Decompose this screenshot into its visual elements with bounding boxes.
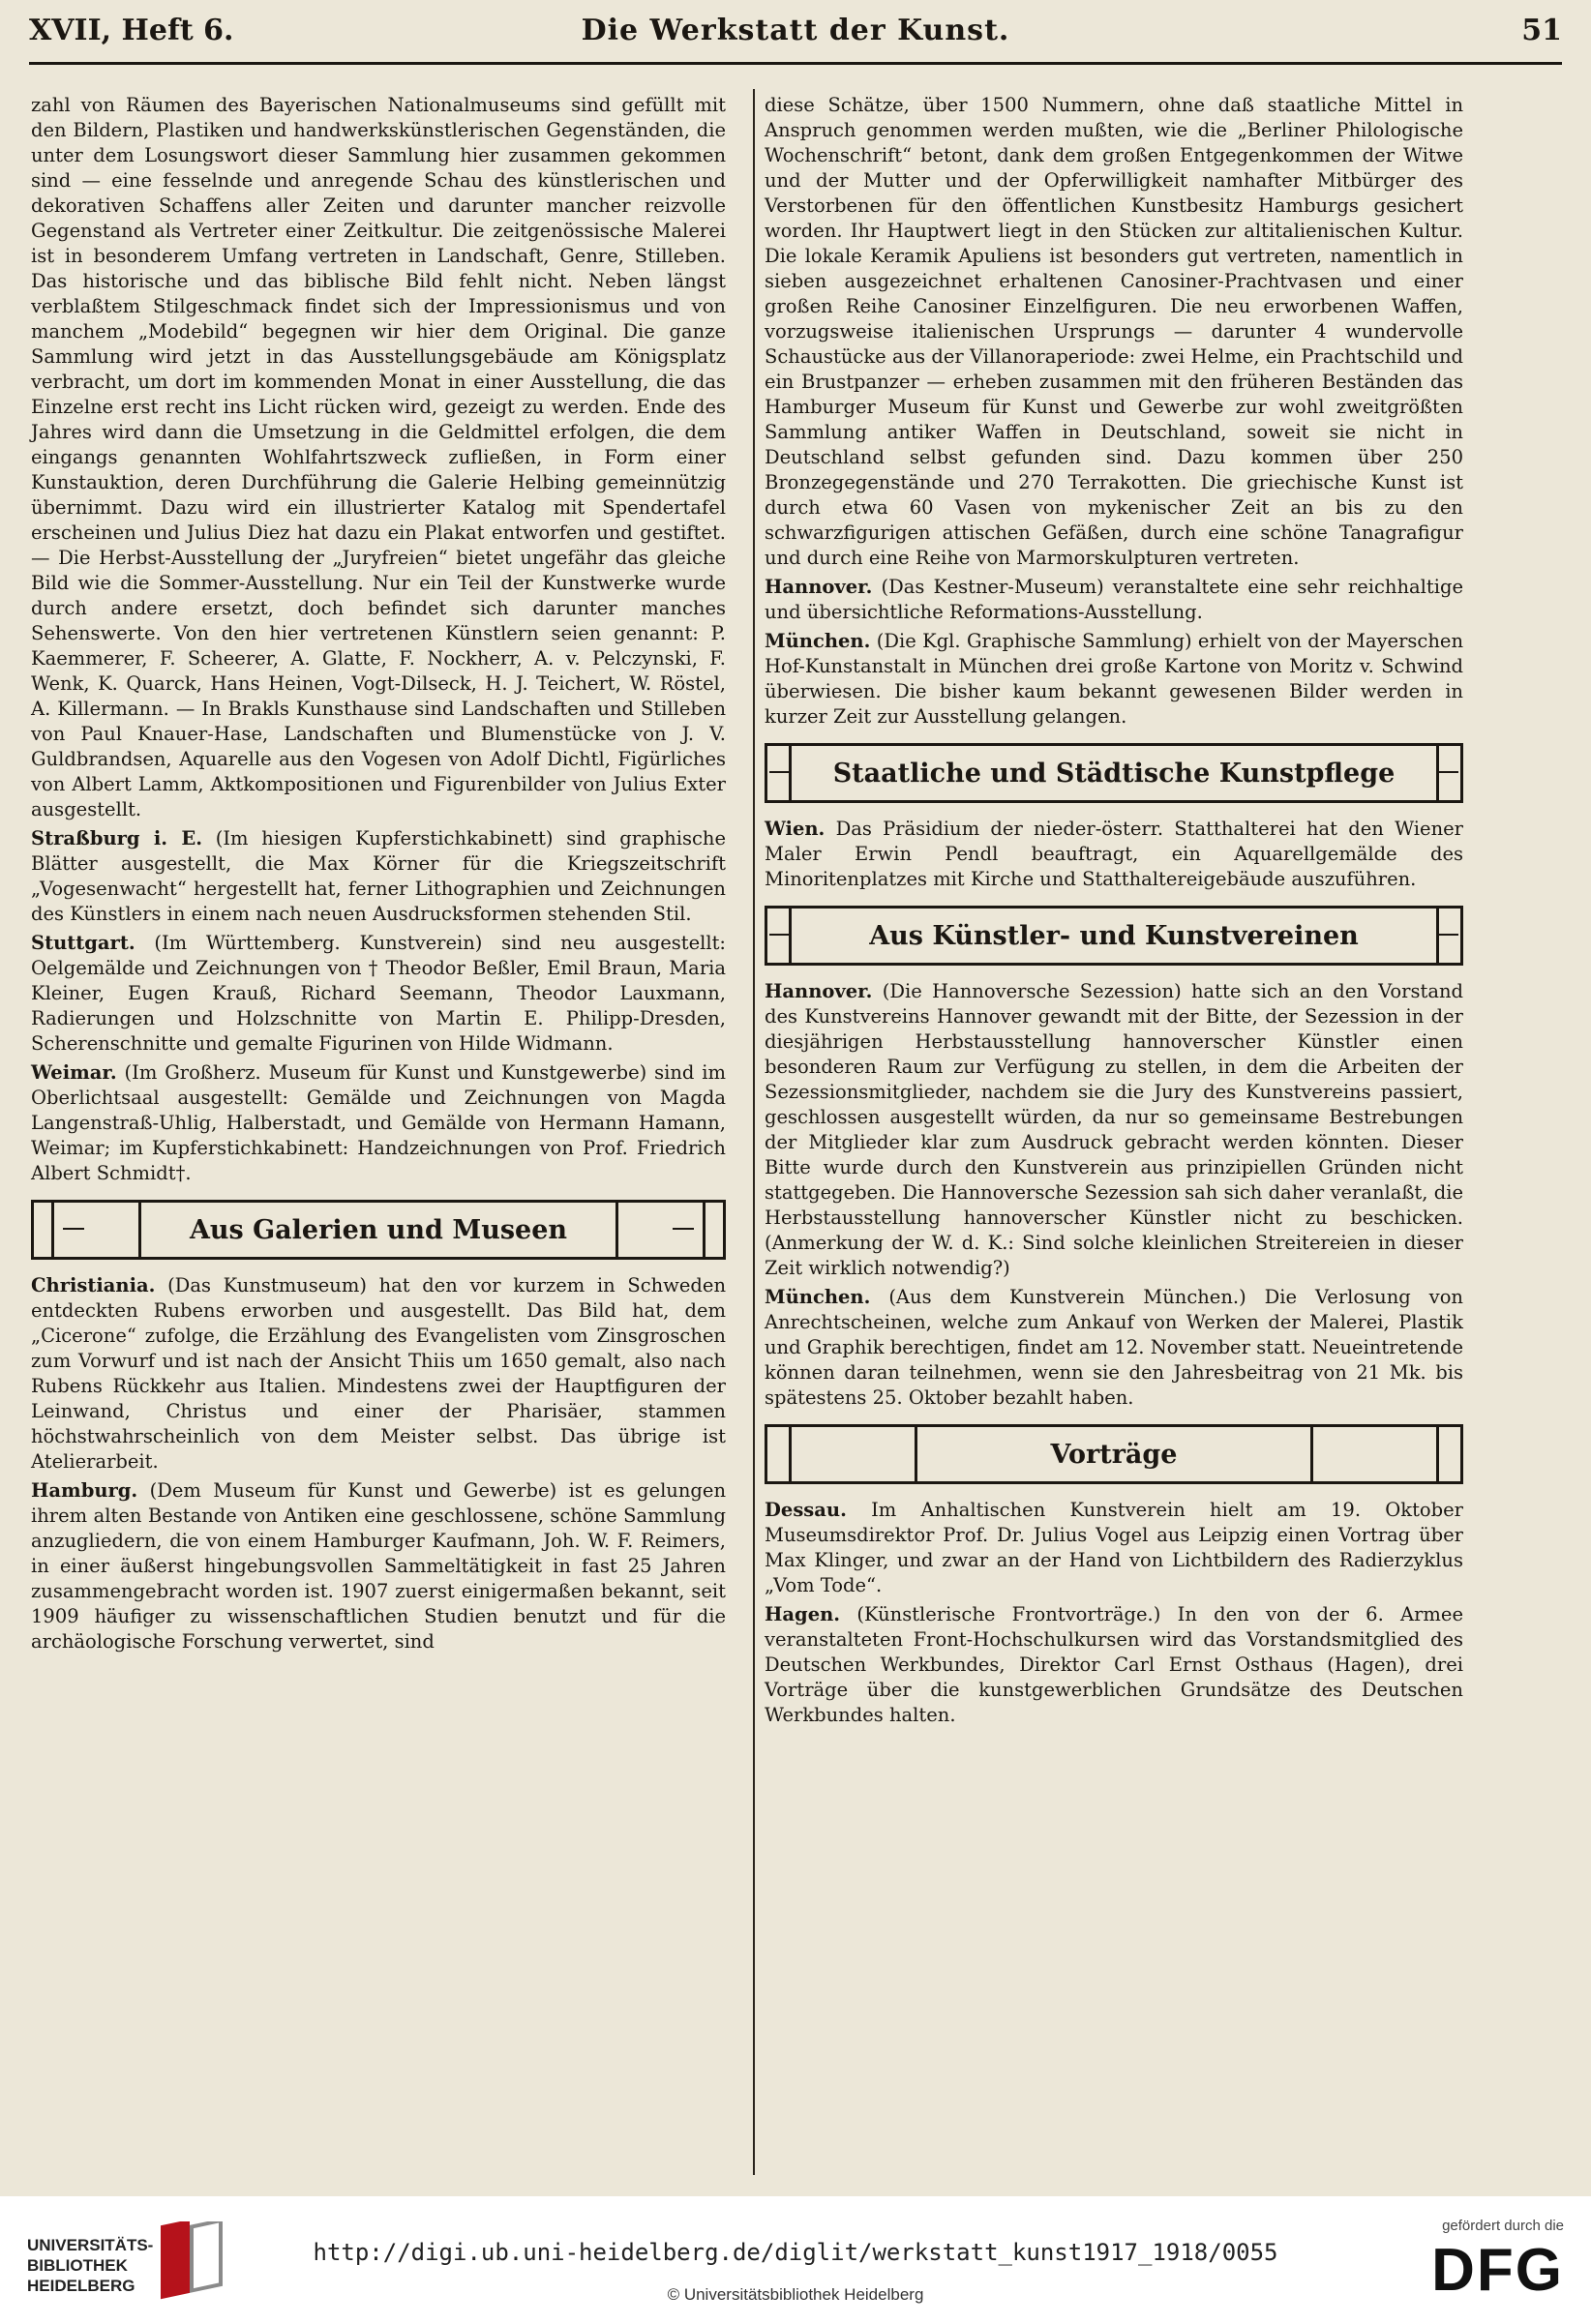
dfg-logo: DFG [1431, 2237, 1564, 2304]
journal-title: Die Werkstatt der Kunst. [581, 14, 1010, 47]
paragraph-text: Im Anhaltischen Kunstverein hielt am 19. Oktober Museumsdirektor Prof. Dr. Julius Vogel aus Leipzig einen Vortrag über Max Klinger, und zwar an der Hand von Lichtbildern des Radierzyklus „Vom Tode“. [765, 1499, 1463, 1596]
copyright-notice: © Universitätsbibliothek Heidelberg [667, 2285, 924, 2304]
section-heading-box [31, 1200, 726, 1260]
paragraph-text: (Dem Museum für Kunst und Gewerbe) ist es gelungen ihrem alten Bestande von Antiken eine geschlossene, schöne Sammlung anzugliedern, die von einem Hamburger Kaufmann, Joh. W. F. Reimers, in einer äußerst hingebungsvollen Sammeltätigkeit in fast 25 Jahren zusammengebracht worden ist. 1907 zuerst einigermaßen bekannt, seit 1909 häufiger zu wissenschaftlichen Studien benutzt und für die archäologische Forschung verwertet, sind [31, 1479, 727, 1653]
section-heading-box [765, 906, 1463, 966]
article-paragraph [765, 629, 1463, 730]
article-paragraph [31, 826, 726, 927]
article-paragraph [765, 1285, 1463, 1411]
article-paragraph [765, 1498, 1463, 1598]
paragraph-text: (Die Kgl. Graphische Sammlung) erhielt von der Mayerschen Hof-Kunstanstalt in München drei große Kartone von Moritz v. Schwind überwiesen. Die bisher kaum bekannt gewesenen Bilder werden in kurzer Zeit zur Ausstellung gelangen. [765, 630, 1464, 728]
place-heading: Stuttgart. [31, 932, 135, 954]
place-heading: Hamburg. [31, 1479, 138, 1502]
place-heading: Weimar. [31, 1061, 117, 1084]
place-heading: München. [765, 1286, 871, 1308]
place-heading: Straßburg i. E. [31, 827, 203, 849]
section-title: Vorträge [1050, 1439, 1178, 1470]
logo-line: UNIVERSITÄTS- [27, 2236, 154, 2254]
funding-note: gefördert durch die [1442, 2218, 1564, 2234]
article-paragraph [765, 979, 1463, 1281]
place-heading: Wien. [765, 818, 826, 840]
place-heading: Hagen. [765, 1603, 841, 1625]
paragraph-text: Das Präsidium der nieder-österr. Statthalterei hat den Wiener Maler Erwin Pendl beauftragt, ein Aquarellgemälde des Minoritenplatzes mit Kirche und Statthaltereigebäude auszuführen. [765, 818, 1463, 890]
place-heading: Hannover. [765, 576, 873, 598]
section-title: Aus Galerien und Museen [189, 1214, 568, 1245]
place-heading: München. [765, 630, 871, 652]
section-title: Aus Künstler- und Kunstvereinen [869, 920, 1359, 951]
place-heading: Christiania. [31, 1274, 156, 1296]
header-rule [29, 62, 1562, 65]
logo-line: HEIDELBERG [27, 2277, 135, 2295]
right-column [765, 93, 1463, 1732]
paragraph-text: (Die Hannoversche Sezession) hatte sich an den Vorstand des Kunstvereins Hannover gewandt mit der Bitte, der Sezession in der diesjährigen Herbstausstellung hannoverscher Künstler einen besonderen Raum zur Verfügung zu stellen, in dem die Arbeiten der Sezessionsmitglieder, nachdem sie die Jury des Kunstvereins passiert, geschlossen ausgestellt würden, da nur so gemeinsame Bestrebungen der Mitglieder klar zum Ausdruck gebracht werden könnten. Dieser Bitte wurde durch den Kunstverein aus prinzipiellen Gründen nicht stattgegeben. Die Hannoversche Sezession sah sich daher veranlaßt, die Herbstausstellung hannoverscher Künstler nicht zu beschicken. (Anmerkung der W. d. K.: Sind solche kleinlichen Streitereien in dieser Zeit wirklich notwendig?) [765, 980, 1463, 1279]
article-paragraph [765, 1602, 1463, 1728]
article-paragraph [765, 817, 1463, 892]
paragraph-text: (Künstlerische Frontvorträge.) In den von der 6. Armee veranstalteten Front-Hochschulkursen wird das Vorstandsmitglied des Deutschen Werkbundes, Direktor Carl Ernst Osthaus (Hagen), drei Vorträge über die kunstgewerblichen Grundsätze des Deutschen Werkbundes halten. [765, 1603, 1463, 1726]
article-paragraph [31, 1273, 726, 1475]
paragraph-text: (Im Württemberg. Kunstverein) sind neu ausgestellt: Oelgemälde und Zeichnungen von † Theodor Beßler, Emil Braun, Maria Kleiner, Eugen Krauß, Richard Seemann, Theodor Lauxmann, Radierungen und Holzschnitte von Martin E. Philipp-Dresden, Scherenschnitte und gemalte Figurinen von Hilde Widmann. [31, 932, 726, 1055]
paragraph-text: (Aus dem Kunstverein München.) Die Verlosung von Anrechtscheinen, welche zum Ankauf von Werken der Malerei, Plastik und Graphik berechtigen, findet am 12. November statt. Neueintretende können daran teilnehmen, wenn sie den Jahresbeitrag von 21 Mk. bis spätestens 25. Oktober bezahlt haben. [765, 1286, 1463, 1409]
article-paragraph [31, 1478, 726, 1654]
article-paragraph [31, 931, 726, 1057]
article-paragraph: zahl von Räumen des Bayerischen Nationalmuseums sind gefüllt mit den Bildern, Plastiken und handwerkskünstlerischen Gegenständen, die unter dem Losungswort dieser Sammlung hier zusammen gekommen sind — eine fesselnde und anregende Schau des künstlerischen und dekorativen Schaffens aller Zeiten und darunter mancher reizvolle Gegenstand als Vertreter einer Zeitkultur. Die zeitgenössische Malerei ist in besonderem Umfang vertreten in Landschaft, Genre, Stilleben. Das historische und das biblische Bild fehlt nicht. Neben längst verblaßtem Stilgeschmack findet sich der Impressionismus und von manchem „Modebild“ begegnen wir hier dem Original. Die ganze Sammlung wird jetzt in das Ausstellungsgebäude am Königsplatz verbracht, um dort im kommenden Monat in einer Ausstellung, die das Einzelne erst recht ins Licht rücken wird, gezeigt zu werden. Ende des Jahres wird dann die Umsetzung in die Geldmittel erfolgen, die dem eingangs genannten Wohlfahrtszweck zufließen, in Form einer Kunstauktion, deren Durchführung die Galerie Helbing gemeinnützig übernimmt. Dazu wird ein illustrierter Katalog mit Spendertafel erscheinen und Julius Diez hat dazu ein Plakat entworfen und gestiftet. — Die Herbst-Ausstellung der „Juryfreien“ bietet ungefähr das gleiche Bild wie die Sommer-Ausstellung. Nur ein Teil der Kunstwerke wurde durch andere ersetzt, doch befindet sich darunter manches Sehenswerte. Von den hier vertretenen Künstlern seien genannt: P. Kaemmerer, F. Scheerer, A. Glatte, F. Nockherr, A. v. Pelczynski, F. Wenk, K. Quarck, Hans Heinen, Vogt-Dilseck, H. J. Teichert, W. Röstel, A. Killermann. — In Brakls Kunsthause sind Landschaften und Stilleben von Paul Knauer-Hase, Landschaften und Blumenstücke von J. V. Guldbrandsen, Aquarelle aus den Vogesen von Adolf Dichtl, Figürliches von Albert Lamm, Aktkompositionen und Figurenbilder von Julius Exter ausgestellt. [31, 94, 726, 820]
library-footer [0, 2196, 1591, 2324]
left-column [31, 93, 726, 1658]
column-divider [753, 89, 755, 2175]
paragraph-text: (Im Großherz. Museum für Kunst und Kunstgewerbe) sind im Oberlichtsaal ausgestellt: Gemälde und Zeichnungen von Magda Langenstraß-Uhlig, Halberstadt, und Gemälde von Hermann Hamann, Weimar; im Kupferstichkabinett: Handzeichnungen von Prof. Friedrich Albert Schmidt†. [31, 1061, 726, 1184]
page-number: 51 [1521, 14, 1562, 47]
running-head [29, 14, 1562, 58]
paragraph-text: (Im hiesigen Kupferstichkabinett) sind graphische Blätter ausgestellt, die Max Körner für die Kriegszeitschrift „Vogesenwacht“ hergestellt hat, ferner Lithographien und Zeichnungen des Künstlers in einem nach neuen Ausdrucksformen stehenden Stil. [31, 827, 726, 925]
section-heading-box [765, 1424, 1463, 1484]
paragraph-text: (Das Kunstmuseum) hat den vor kurzem in Schweden entdeckten Rubens erworben und ausgestellt. Das Bild hat, dem „Cicerone“ zufolge, die Erzählung des Evangelisten vom Zinsgroschen zum Vorwurf und ist nach der Ansicht Thiis um 1650 gemalt, also nach Rubens Rückkehr aus Italien. Mindestens zwei der Hauptfiguren der Leinwand, Christus und einer der Pharisäer, stammen höchstwahrscheinlich von dem Meister selbst. Das übrige ist Atelierarbeit. [31, 1274, 726, 1473]
article-paragraph [31, 1060, 726, 1186]
paragraph-text: (Das Kestner-Museum) veranstaltete eine sehr reichhaltige und übersichtliche Reformations-Ausstellung. [765, 576, 1464, 623]
logo-line: BIBLIOTHEK [27, 2256, 128, 2275]
place-heading: Hannover. [765, 980, 873, 1002]
place-heading: Dessau. [765, 1499, 847, 1521]
article-paragraph [765, 575, 1463, 625]
section-title: Staatliche und Städtische Kunstpflege [832, 758, 1396, 789]
permalink-url[interactable]: http://digi.ub.uni-heidelberg.de/diglit/werkstatt_kunst1917_1918/0055 [313, 2239, 1278, 2266]
article-paragraph: diese Schätze, über 1500 Nummern, ohne daß staatliche Mittel in Anspruch genommen werden mußten, wie die „Berliner Philologische Wochenschrift“ betont, dank dem großen Entgegenkommen der Witwe und der Mutter und der Opferwilligkeit namhafter Mitbürger des Verstorbenen für den öffentlichen Kunstbesitz Hamburgs gesichert worden. Ihr Hauptwert liegt in den Stücken zur altitalienischen Kultur. Die lokale Keramik Apuliens ist besonders gut vertreten, namentlich in sieben ausgezeichnet erhaltenen Canosiner-Prachtvasen und einer großen Reihe Canosiner Einzelfiguren. Die neu erworbenen Waffen, vorzugsweise italienischen Ursprungs — darunter 4 wundervolle Schaustücke aus der Villanoraperiode: zwei Helme, ein Prachtschild und ein Brustpanzer — erheben zusammen mit den früheren Beständen das Hamburger Museum für Kunst und Gewerbe zur wohl zweitgrößten Sammlung antiker Waffen in Deutschland, soweit sie nicht in Deutschland selbst gefunden sind. Dazu kommen über 250 Bronzegegenstände und 270 Terrakotten. Die griechische Kunst ist durch etwa 60 Vasen von mykenischer Zeit an bis zu den schwarzfigurigen attischen Gefäßen, durch eine schöne Tanagrafigur und durch eine Reihe von Marmorskulpturen vertreten. [765, 94, 1463, 569]
issue-label: XVII, Heft 6. [29, 14, 234, 47]
section-heading-box [765, 743, 1463, 803]
